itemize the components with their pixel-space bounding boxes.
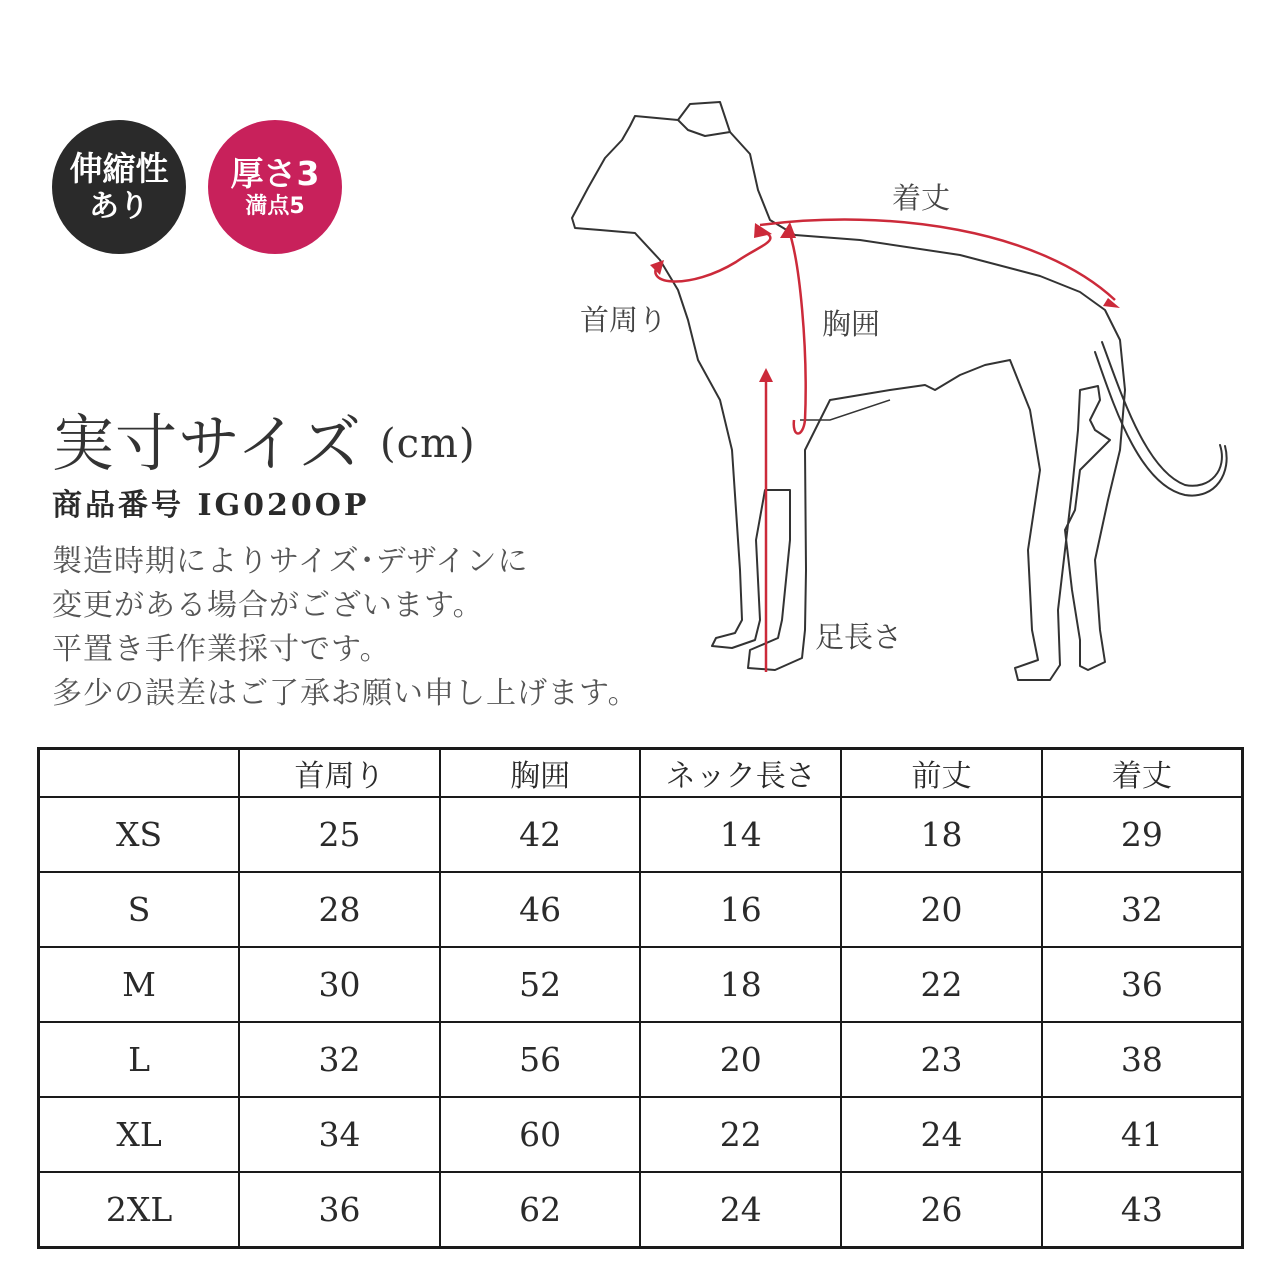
length-measure-arrow	[760, 220, 1115, 300]
size-label: S	[39, 872, 240, 947]
neck-arrow-tail	[650, 260, 664, 275]
table-cell: 42	[440, 797, 641, 872]
stretch-badge-line2: あり	[89, 188, 149, 224]
table-cell: 36	[1042, 947, 1243, 1022]
table-cell: 16	[640, 872, 841, 947]
measurement-notes	[52, 540, 639, 716]
table-cell: 26	[841, 1172, 1042, 1248]
column-header	[39, 749, 240, 798]
table-cell: 18	[640, 947, 841, 1022]
size-label: XL	[39, 1097, 240, 1172]
table-cell: 23	[841, 1022, 1042, 1097]
table-cell: 20	[640, 1022, 841, 1097]
table-cell: 22	[640, 1097, 841, 1172]
table-cell: 62	[440, 1172, 641, 1248]
unit-label: (cm)	[380, 421, 476, 467]
table-cell: 25	[239, 797, 440, 872]
size-label: M	[39, 947, 240, 1022]
table-row	[39, 797, 1243, 872]
note-line: 変更がある場合がございます。	[52, 588, 484, 623]
neck-measure-arrow	[655, 230, 770, 282]
table-cell: 32	[1042, 872, 1243, 947]
table-cell: 43	[1042, 1172, 1243, 1248]
table-cell: 56	[440, 1022, 641, 1097]
table-cell: 20	[841, 872, 1042, 947]
table-row	[39, 872, 1243, 947]
size-table	[37, 747, 1244, 1249]
length-arrow-head	[1103, 298, 1120, 308]
table-cell: 41	[1042, 1097, 1243, 1172]
note-line: 多少の誤差はご了承お願い申し上げます。	[52, 676, 639, 711]
chest-measure-arrow	[788, 228, 806, 434]
chest-label: 胸囲	[822, 307, 881, 341]
table-cell: 22	[841, 947, 1042, 1022]
table-cell: 46	[440, 872, 641, 947]
table-row	[39, 1172, 1243, 1248]
table-cell: 14	[640, 797, 841, 872]
product-number: 商品番号 IG020OP	[52, 488, 370, 523]
table-cell: 29	[1042, 797, 1243, 872]
stretch-badge	[52, 120, 186, 254]
length-label: 着丈	[892, 181, 951, 215]
size-label: 2XL	[39, 1172, 240, 1248]
column-header: 首周り	[239, 749, 440, 798]
table-cell: 32	[239, 1022, 440, 1097]
table-cell: 36	[239, 1172, 440, 1248]
neck-label: 首周り	[580, 303, 668, 337]
column-header: 着丈	[1042, 749, 1243, 798]
table-cell: 24	[841, 1097, 1042, 1172]
dog-brisket	[800, 400, 890, 420]
column-header: 胸囲	[440, 749, 641, 798]
table-header-row	[39, 749, 1243, 798]
column-header: ネック長さ	[640, 749, 841, 798]
thickness-badge-line2: 満点5	[245, 193, 305, 219]
table-row	[39, 1022, 1243, 1097]
table-cell: 28	[239, 872, 440, 947]
leg-arrow-head	[759, 368, 773, 382]
column-header: 前丈	[841, 749, 1042, 798]
page-title	[52, 394, 476, 483]
table-cell: 30	[239, 947, 440, 1022]
page-title-text: 実寸サイズ	[52, 407, 363, 480]
table-cell: 34	[239, 1097, 440, 1172]
size-label: XS	[39, 797, 240, 872]
thickness-badge-line1: 厚さ3	[230, 154, 320, 193]
table-cell: 18	[841, 797, 1042, 872]
table-cell: 52	[440, 947, 641, 1022]
table-row	[39, 947, 1243, 1022]
table-cell: 60	[440, 1097, 641, 1172]
table-row	[39, 1097, 1243, 1172]
dog-outline	[572, 116, 1125, 680]
note-line: 製造時期によりサイズ･デザインに	[52, 544, 529, 579]
table-cell: 24	[640, 1172, 841, 1248]
stretch-badge-line1: 伸縮性	[69, 149, 169, 189]
leg-label: 足長さ	[815, 620, 903, 654]
table-cell: 38	[1042, 1022, 1243, 1097]
dog-tail	[1102, 342, 1222, 486]
note-line: 平置き手作業採寸です。	[52, 632, 391, 667]
chest-arrow-head	[780, 222, 796, 238]
thickness-badge	[208, 120, 342, 254]
size-label: L	[39, 1022, 240, 1097]
